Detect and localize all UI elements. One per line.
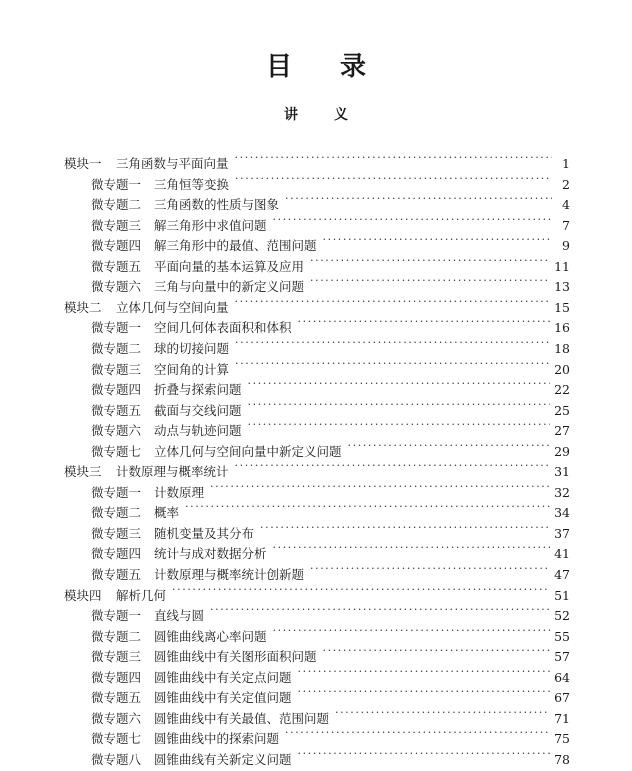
- topic-number: 微专题五: [91, 402, 142, 418]
- dot-leader: [246, 395, 551, 415]
- toc-topic-entry[interactable]: [91, 497, 570, 521]
- page-number: 20: [554, 361, 570, 377]
- topic-title: 三角与向量中的新定义问题: [154, 279, 305, 295]
- page-number: 1: [562, 156, 570, 171]
- page-number: 29: [554, 443, 570, 459]
- toc-topic-entry[interactable]: [91, 230, 570, 254]
- dot-leader: [283, 723, 550, 743]
- dot-leader: [233, 354, 550, 374]
- topic-title: 空间角的计算: [154, 361, 230, 377]
- topic-title: 圆锥曲线中有关最值、范围问题: [154, 710, 330, 726]
- toc-topic-entry[interactable]: [91, 333, 570, 356]
- dot-leader: [321, 641, 551, 661]
- dot-leader: [308, 271, 550, 291]
- topic-number: 微专题四: [91, 238, 142, 254]
- toc-topic-entry[interactable]: [91, 251, 570, 274]
- dot-leader: [296, 744, 551, 764]
- dot-leader: [308, 559, 550, 579]
- topic-number: 微专题六: [91, 423, 142, 439]
- toc-topic-entry[interactable]: [91, 703, 570, 726]
- page-number: 67: [554, 690, 570, 706]
- topic-number: 微专题四: [91, 382, 142, 398]
- dot-leader: [346, 436, 551, 456]
- toc-topic-entry[interactable]: [91, 436, 570, 459]
- topic-number: 微专题二: [91, 340, 142, 356]
- toc-topic-entry[interactable]: [91, 395, 570, 418]
- topic-title: 圆锥曲线有关新定义问题: [154, 751, 292, 767]
- dot-leader: [246, 374, 551, 394]
- dot-leader: [333, 703, 550, 723]
- topic-title: 圆锥曲线中有关定点问题: [154, 669, 292, 685]
- toc-module-entry[interactable]: [64, 292, 570, 315]
- page-number: 16: [554, 320, 570, 336]
- topic-number: 微专题三: [91, 525, 142, 541]
- toc-module-entry[interactable]: [64, 580, 570, 603]
- topic-number: 微专题二: [91, 197, 142, 213]
- page-number: 52: [554, 608, 570, 624]
- dot-leader: [233, 456, 551, 476]
- page-number: 55: [554, 628, 570, 644]
- section-subtitle: 讲义: [284, 107, 384, 123]
- topic-title: 三角恒等变换: [154, 176, 230, 192]
- toc-topic-entry[interactable]: [91, 600, 570, 624]
- page-number: 37: [554, 525, 570, 541]
- page-title: 目录: [265, 52, 414, 82]
- module-title: 计数原理与概率统计: [116, 464, 229, 480]
- topic-title: 圆锥曲线中的探索问题: [154, 731, 280, 747]
- dot-leader: [183, 497, 550, 517]
- topic-number: 微专题五: [91, 567, 142, 582]
- topic-title: 直线与圆: [154, 608, 205, 624]
- topic-title: 动点与轨迹问题: [154, 423, 242, 439]
- toc-topic-entry[interactable]: [91, 210, 570, 233]
- topic-number: 微专题一: [91, 320, 142, 336]
- toc-topic-entry[interactable]: [91, 354, 570, 377]
- toc-topic-entry[interactable]: [91, 169, 570, 192]
- page-number: 11: [554, 258, 570, 274]
- topic-title: 计数原理与概率统计创新题: [154, 567, 305, 582]
- page-number: 34: [554, 505, 570, 521]
- dot-leader: [233, 148, 552, 168]
- toc-topic-entry[interactable]: [91, 312, 570, 336]
- page-number: 25: [554, 402, 570, 418]
- topic-title: 截面与交线问题: [154, 402, 242, 418]
- module-title: 解析几何: [116, 587, 167, 603]
- topic-title: 圆锥曲线中有关图形面积问题: [154, 649, 317, 665]
- dot-leader: [233, 169, 552, 189]
- topic-number: 微专题三: [91, 217, 142, 233]
- topic-number: 微专题七: [91, 731, 142, 747]
- toc-module-entry[interactable]: [64, 148, 570, 171]
- dot-leader: [246, 415, 551, 435]
- toc-topic-entry[interactable]: [91, 538, 570, 562]
- page-number: 2: [562, 176, 570, 192]
- page-number: 51: [554, 587, 570, 603]
- toc-topic-entry[interactable]: [91, 662, 570, 685]
- dot-leader: [321, 230, 552, 250]
- page-number: 13: [554, 279, 570, 295]
- dot-leader: [170, 580, 550, 600]
- module-number: 模块四: [64, 587, 102, 603]
- topic-title: 计数原理: [154, 484, 205, 500]
- topic-number: 微专题二: [91, 628, 142, 644]
- topic-title: 解三角形中求值问题: [154, 217, 267, 233]
- dot-leader: [271, 210, 552, 230]
- topic-title: 解三角形中的最值、范围问题: [154, 238, 317, 254]
- topic-number: 微专题六: [91, 710, 142, 726]
- page-number: 31: [554, 464, 570, 480]
- module-number: 模块三: [64, 464, 102, 480]
- toc-topic-entry[interactable]: [91, 518, 570, 541]
- page-number: 71: [554, 710, 570, 726]
- module-number: 模块二: [64, 299, 102, 315]
- topic-title: 立体几何与空间向量中新定义问题: [154, 443, 342, 459]
- dot-leader: [258, 518, 550, 538]
- page-number: 47: [554, 567, 570, 582]
- page-number: 18: [554, 340, 570, 356]
- page-number: 9: [562, 238, 570, 254]
- dot-leader: [233, 292, 551, 312]
- page-number: 15: [554, 299, 570, 315]
- toc-topic-entry[interactable]: [91, 477, 570, 500]
- dot-leader: [208, 600, 550, 620]
- dot-leader: [296, 312, 551, 332]
- dot-leader: [233, 333, 550, 353]
- topic-number: 微专题三: [91, 649, 142, 665]
- topic-number: 微专题四: [91, 669, 142, 685]
- topic-title: 圆锥曲线离心率问题: [154, 628, 267, 644]
- topic-number: 微专题八: [91, 751, 142, 767]
- topic-title: 统计与成对数据分析: [154, 546, 267, 562]
- topic-title: 折叠与探索问题: [154, 382, 242, 398]
- page-number: 22: [554, 382, 570, 398]
- page-number: 27: [554, 423, 570, 439]
- page-number: 75: [554, 731, 570, 747]
- dot-leader: [296, 682, 551, 702]
- topic-number: 微专题一: [91, 608, 142, 624]
- page-number: 7: [562, 217, 570, 233]
- toc-topic-entry[interactable]: [91, 559, 570, 582]
- topic-title: 概率: [154, 505, 180, 521]
- toc-topic-entry[interactable]: [91, 621, 570, 644]
- page-number: 57: [554, 649, 570, 665]
- topic-number: 微专题一: [91, 176, 142, 192]
- topic-number: 微专题一: [91, 484, 142, 500]
- topic-number: 微专题五: [91, 258, 142, 274]
- topic-number: 微专题三: [91, 361, 142, 377]
- toc-topic-entry[interactable]: [91, 374, 570, 398]
- topic-number: 微专题四: [91, 546, 142, 562]
- toc-topic-entry[interactable]: [91, 723, 570, 747]
- page-number: 4: [562, 197, 570, 213]
- toc-topic-entry[interactable]: [91, 415, 570, 439]
- topic-number: 微专题六: [91, 279, 142, 295]
- page-number: 78: [554, 751, 570, 767]
- dot-leader: [271, 621, 551, 641]
- topic-number: 微专题五: [91, 690, 142, 706]
- topic-title: 球的切接问题: [154, 340, 230, 356]
- toc-topic-entry[interactable]: [91, 641, 570, 665]
- module-title: 三角函数与平面向量: [116, 156, 229, 171]
- page-number: 64: [554, 669, 570, 685]
- toc-module-entry[interactable]: [64, 456, 570, 480]
- topic-title: 圆锥曲线中有关定值问题: [154, 690, 292, 706]
- page-number: 32: [554, 484, 570, 500]
- topic-title: 平面向量的基本运算及应用: [154, 258, 305, 274]
- topic-title: 随机变量及其分布: [154, 525, 255, 541]
- topic-number: 微专题七: [91, 443, 142, 459]
- toc-topic-entry[interactable]: [91, 744, 570, 767]
- topic-title: 空间几何体表面积和体积: [154, 320, 292, 336]
- toc-topic-entry[interactable]: [91, 271, 570, 295]
- dot-leader: [308, 251, 550, 271]
- dot-leader: [296, 662, 551, 682]
- dot-leader: [208, 477, 550, 497]
- topic-number: 微专题二: [91, 505, 142, 521]
- dot-leader: [283, 189, 552, 209]
- module-number: 模块一: [64, 156, 102, 171]
- module-title: 立体几何与空间向量: [116, 299, 229, 315]
- toc-topic-entry[interactable]: [91, 682, 570, 706]
- toc-topic-entry[interactable]: [91, 189, 570, 213]
- dot-leader: [271, 538, 551, 558]
- topic-title: 三角函数的性质与图象: [154, 197, 280, 213]
- page-number: 41: [554, 546, 570, 562]
